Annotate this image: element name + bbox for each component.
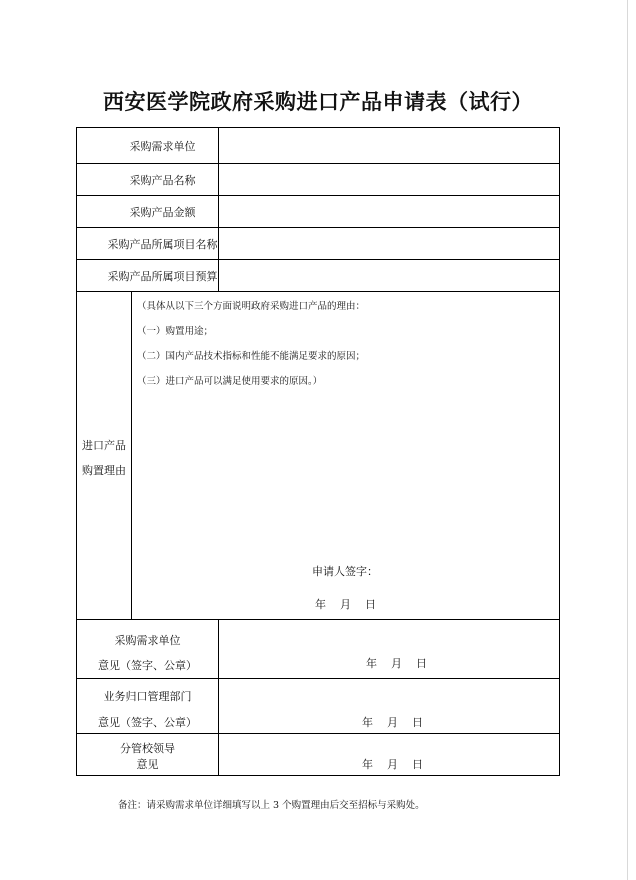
approval-row-department [77,679,559,734]
approval-date: 年 月 日 [362,716,423,729]
field-row-project-budget [77,260,559,292]
approval-value-leader[interactable] [219,734,559,775]
reason-section [77,292,559,620]
field-label-product-name: 采购产品名称 [77,164,219,195]
reason-item-domestic: （二）国内产品技术指标和性能不能满足要求的原因； [137,351,366,362]
field-value-project-name[interactable] [219,228,559,259]
field-value-product-amount[interactable] [219,196,559,227]
reason-input-area[interactable] [132,292,559,619]
form-title: 西安医学院政府采购进口产品申请表（试行） [103,89,533,114]
approval-label-requesting-unit [77,620,219,678]
application-form [76,127,560,776]
approval-row-requesting-unit [77,620,559,679]
field-value-project-budget[interactable] [219,260,559,291]
approval-label-line2: 意见（签字、公章） [98,659,197,672]
applicant-signature-label: 申请人签字： [312,565,378,578]
field-row-requesting-unit [77,128,559,164]
field-label-project-budget: 采购产品所属项目预算 [77,260,219,291]
page-edge [627,0,628,880]
approval-value-department[interactable] [219,679,559,733]
approval-row-leader [77,734,559,775]
footnote: 备注：请采购需求单位详细填写以上 3 个购置理由后交至招标与采购处。 [118,800,425,811]
field-value-product-name[interactable] [219,164,559,195]
reason-item-purpose: （一）购置用途； [137,326,214,337]
approval-label-line2: 意见 [136,758,159,771]
field-row-product-amount [77,196,559,228]
field-label-project-name: 采购产品所属项目名称 [77,228,219,259]
field-row-product-name [77,164,559,196]
applicant-date: 年 月 日 [315,598,376,611]
approval-label-line2: 意见（签字、公章） [98,716,197,729]
reason-label-line2: 购置理由 [82,464,126,477]
approval-label-line1: 采购需求单位 [114,634,181,647]
approval-date: 年 月 日 [362,758,423,771]
reason-item-imported: （三）进口产品可以满足使用要求的原因。） [137,376,323,387]
reason-instruction: （具体从以下三个方面说明政府采购进口产品的理由： [137,301,366,312]
field-label-product-amount: 采购产品金额 [77,196,219,227]
approval-value-requesting-unit[interactable] [219,620,559,678]
field-label-requesting-unit: 采购需求单位 [77,128,219,163]
reason-label-line1: 进口产品 [82,439,126,452]
approval-date: 年 月 日 [366,657,427,670]
field-row-project-name [77,228,559,260]
approval-label-department [77,679,219,733]
field-value-requesting-unit[interactable] [219,128,559,163]
approval-label-line1: 分管校领导 [120,742,175,755]
approval-label-leader [77,734,219,775]
reason-label [77,292,132,619]
approval-label-line1: 业务归口管理部门 [103,690,192,703]
